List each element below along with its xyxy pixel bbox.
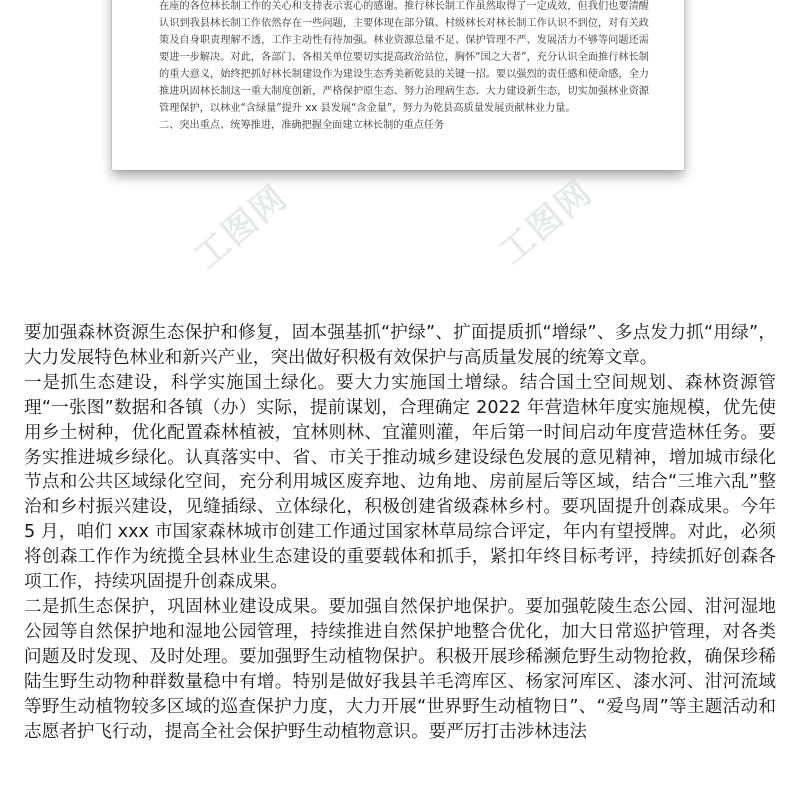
watermark-logo: 工图网 — [492, 172, 601, 273]
document-preview-card — [112, 0, 684, 170]
body-paragraph-intro: 要加强森林资源生态保护和修复，固本强基抓“护绿”、扩面提质抓“增绿”、多点发力抓“用绿”，大力发展特色林业和新兴产业，突出做好积极有效保护与高质量发展的统筹文章。 — [24, 323, 776, 368]
preview-section-heading: 二、突出重点、统筹推进，准确把握全面建立林长制的重点任务 — [159, 120, 445, 131]
watermark-logo: 工图网 — [187, 177, 296, 278]
preview-text-block — [159, 0, 649, 134]
document-body — [24, 321, 776, 744]
body-paragraph-ecology-construction: 一是抓生态建设，科学实施国土绿化。要大力实施国土增绿。结合国土空间规划、森林资源管理“一张图”数据和各镇（办）实际，提前谋划，合理确定 2022 年营造林年度实施规模，优先使用乡土树种，优化配置森林植被，宜林则林、宜灌则灌，年后第一时间启动年度营造林任务。要务实推进城乡绿化。认真落实中、省、市关于推动城乡建设绿色发展的意见精神，增加城市绿化节点和公共区域绿化空间，充分利用城区废弃地、边角地、房前屋后等区域，结合“三堆六乱”整治和乡村振兴建设，见缝插绿、立体绿化，积极创建省级森林乡村。要巩固提升创森成果。今年 5 月，咱们 xxx 市国家森林城市创建工作通过国家林草局综合评定，年内有望授牌。对此，必须将创森工作作为统揽全县林业生态建设的重要载体和抓手，紧扣年终目标考评，持续抓好创森各项工作，持续巩固提升创森成果。 — [24, 372, 776, 593]
body-paragraph-ecology-protection: 二是抓生态保护，巩固林业建设成果。要加强自然保护地保护。要加强乾陵生态公园、泔河湿地公园等自然保护地和湿地公园管理，持续推进自然保护地整合优化，加大日常巡护管理，对各类问题及时发现、及时处理。要加强野生动植物保护。积极开展珍稀濒危野生动物抢救，确保珍稀陆生野生动物种群数量稳中有增。特别是做好我县羊毛湾库区、杨家河库区、漆水河、泔河流域等野生动植物较多区域的巡查保护力度，大力开展“世界野生动植物日”、“爱鸟周”等主题活动和志愿者护飞行动，提高全社会保护野生动植物意识。要严厉打击涉林违法 — [24, 596, 776, 742]
preview-paragraph: 在座的各位林长制工作的关心和支持表示衷心的感谢。推行林长制工作虽然取得了一定成效，但我们也要清醒认识到我县林长制工作依然存在一些问题，主要体现在部分镇、村级林长对林长制工作认识不到位，对有关政策及自身职责理解不透，工作主动性有待加强。林业资源总量不足、保护管理不严、发展活力不够等问题还需要进一步解决。对此，各部门、各相关单位要切实提高政治站位，胸怀“国之大者”，充分认识全面推行林长制的重大意义，始终把抓好林长制建设作为建设生态秀美新乾县的关键一招。要以强烈的责任感和使命感，全力推进巩固林长制这一重大制度创新，严格保护原生态、努力治理病生态、大力建设新生态，切实加强林业资源管理保护，以林业“含绿量”提升 xx 县发展“含金量”，努力为乾县高质量发展贡献林业力量。 — [159, 1, 649, 114]
